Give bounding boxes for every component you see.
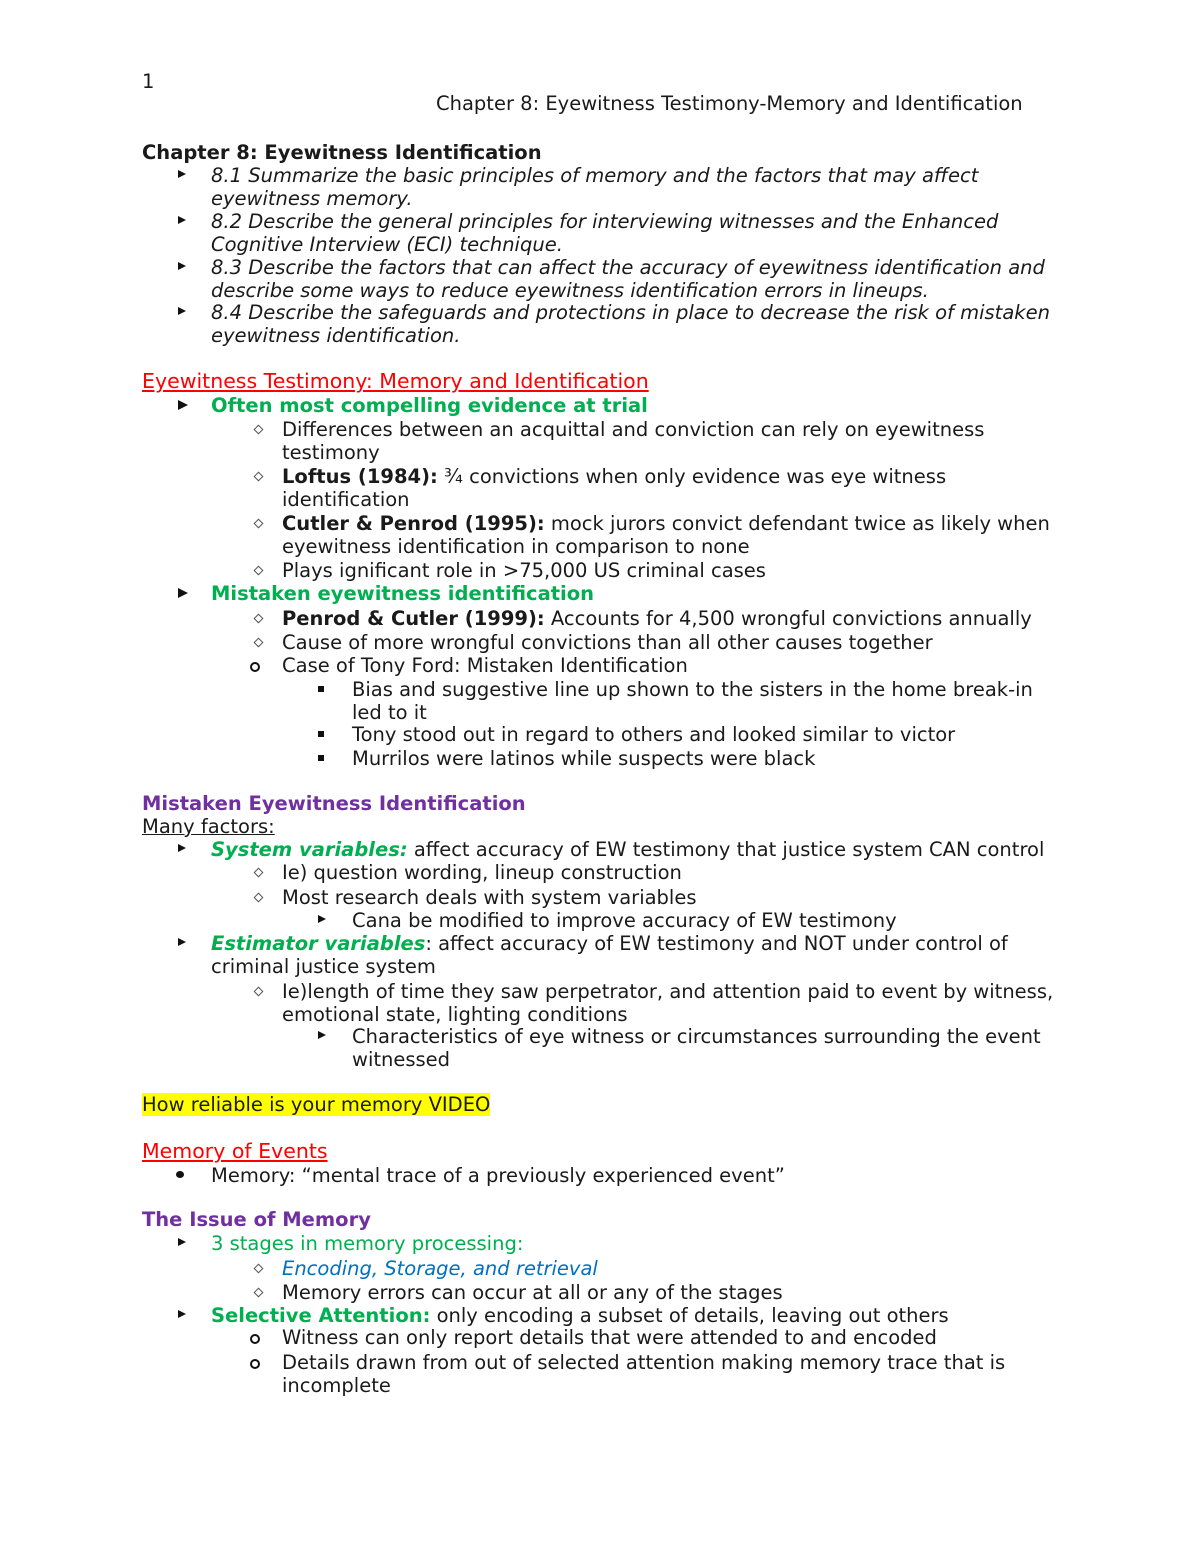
square-bullet-icon [318, 686, 324, 692]
arrow-bullet-icon [178, 400, 188, 410]
section-heading: Mistaken Eyewitness Identification [142, 792, 526, 815]
running-header: Chapter 8: Eyewitness Testimony-Memory and Identification [436, 92, 1023, 115]
list-item: incomplete [282, 1374, 391, 1397]
section-heading: Eyewitness Testimony: Memory and Identification [142, 369, 649, 393]
diamond-bullet-icon [254, 519, 264, 529]
list-item: eyewitness identification in comparison to none [282, 535, 750, 558]
diamond-bullet-icon [254, 868, 264, 878]
video-link[interactable]: How reliable is your memory VIDEO [142, 1093, 491, 1116]
list-item: testimony [282, 441, 380, 464]
list-item: Ie) question wording, lineup construction [282, 861, 682, 884]
term-definition: affect accuracy of EW testimony that justice system CAN control [407, 838, 1045, 861]
section-heading: Memory of Events [142, 1139, 328, 1163]
list-item: Tony stood out in regard to others and looked similar to victor [352, 723, 956, 746]
arrow-bullet-icon [178, 216, 186, 224]
term: Estimator variables [211, 932, 426, 955]
term-definition: : affect accuracy of EW testimony and NOT under control of [425, 932, 1008, 955]
list-item [282, 512, 1050, 535]
arrow-bullet-icon [178, 1238, 186, 1246]
list-item: Most research deals with system variables [282, 886, 697, 909]
list-item [211, 1304, 949, 1327]
list-item [211, 932, 1008, 955]
arrow-bullet-icon [178, 938, 186, 946]
circle-bullet-icon [250, 1334, 260, 1344]
list-item [282, 465, 946, 488]
citation-text: Accounts for 4,500 wrongful convictions annually [544, 607, 1032, 630]
diamond-bullet-icon [254, 987, 264, 997]
objective-line: Cognitive Interview (ECI) technique. [211, 233, 563, 256]
arrow-bullet-icon [178, 1310, 186, 1318]
term: Selective Attention: [211, 1304, 431, 1327]
list-item: Encoding, Storage, and retrieval [282, 1257, 598, 1280]
arrow-bullet-icon [178, 844, 186, 852]
diamond-bullet-icon [254, 1288, 264, 1298]
diamond-bullet-icon [254, 1264, 264, 1274]
list-item: Plays ignificant role in >75,000 US criminal cases [282, 559, 766, 582]
square-bullet-icon [318, 755, 324, 761]
list-item: Case of Tony Ford: Mistaken Identification [282, 654, 688, 677]
list-item: Murrilos were latinos while suspects were black [352, 747, 816, 770]
circle-bullet-icon [250, 662, 260, 672]
arrow-bullet-icon [178, 170, 186, 178]
citation-text: mock jurors convict defendant twice as likely when [544, 512, 1050, 535]
arrow-bullet-icon [318, 1031, 326, 1039]
objective-line: eyewitness memory. [211, 187, 413, 210]
list-item: Cause of more wrongful convictions than all other causes together [282, 631, 933, 654]
term: System variables: [211, 838, 408, 861]
diamond-bullet-icon [254, 472, 264, 482]
diamond-bullet-icon [254, 425, 264, 435]
diamond-bullet-icon [254, 566, 264, 576]
objective-line: 8.3 Describe the factors that can affect the accuracy of eyewitness identification and [211, 256, 1045, 279]
list-item: Memory: “mental trace of a previously experienced event” [211, 1164, 785, 1187]
dot-bullet-icon [176, 1171, 184, 1178]
objective-line: 8.2 Describe the general principles for interviewing witnesses and the Enhanced [211, 210, 999, 233]
arrow-bullet-icon [178, 262, 186, 270]
list-item: Ie)length of time they saw perpetrator, and attention paid to event by witness, [282, 980, 1054, 1003]
citation: Penrod & Cutler (1999): [282, 607, 545, 630]
list-item: Bias and suggestive line up shown to the sisters in the home break-in [352, 678, 1033, 701]
objective-line: eyewitness identification. [211, 324, 461, 347]
list-item: Memory errors can occur at all or any of the stages [282, 1281, 783, 1304]
list-item [211, 838, 1044, 861]
section-heading: The Issue of Memory [142, 1208, 371, 1231]
list-item: identification [282, 488, 410, 511]
list-item [282, 607, 1032, 630]
list-item: 3 stages in memory processing: [211, 1232, 524, 1255]
diamond-bullet-icon [254, 638, 264, 648]
list-item: Witness can only report details that were attended to and encoded [282, 1326, 937, 1349]
citation: Loftus (1984): [282, 465, 438, 488]
objective-line: 8.1 Summarize the basic principles of memory and the factors that may affect [211, 164, 979, 187]
list-item: Details drawn from out of selected attention making memory trace that is [282, 1351, 1006, 1374]
list-item: emotional state, lighting conditions [282, 1003, 628, 1026]
list-item: criminal justice system [211, 955, 436, 978]
square-bullet-icon [318, 731, 324, 737]
list-item: Cana be modified to improve accuracy of EW testimony [352, 909, 897, 932]
term-definition: only encoding a subset of details, leaving out others [430, 1304, 949, 1327]
objectives-heading: Chapter 8: Eyewitness Identification [142, 141, 542, 164]
list-item: Characteristics of eye witness or circumstances surrounding the event [352, 1025, 1041, 1048]
circle-bullet-icon [250, 1359, 260, 1369]
arrow-bullet-icon [318, 915, 326, 923]
key-point: Mistaken eyewitness identification [211, 582, 595, 605]
arrow-bullet-icon [178, 307, 186, 315]
page-number: 1 [142, 70, 155, 93]
subheading: Many factors: [142, 815, 275, 838]
citation: Cutler & Penrod (1995): [282, 512, 545, 535]
objective-line: describe some ways to reduce eyewitness identification errors in lineups. [211, 279, 929, 302]
arrow-bullet-icon [178, 588, 188, 598]
objective-line: 8.4 Describe the safeguards and protections in place to decrease the risk of mistaken [211, 301, 1050, 324]
diamond-bullet-icon [254, 614, 264, 624]
list-item: led to it [352, 701, 427, 724]
list-item: Differences between an acquittal and conviction can rely on eyewitness [282, 418, 985, 441]
citation-text: ¾ convictions when only evidence was eye witness [437, 465, 947, 488]
key-point: Often most compelling evidence at trial [211, 394, 648, 417]
list-item: witnessed [352, 1048, 451, 1071]
diamond-bullet-icon [254, 893, 264, 903]
